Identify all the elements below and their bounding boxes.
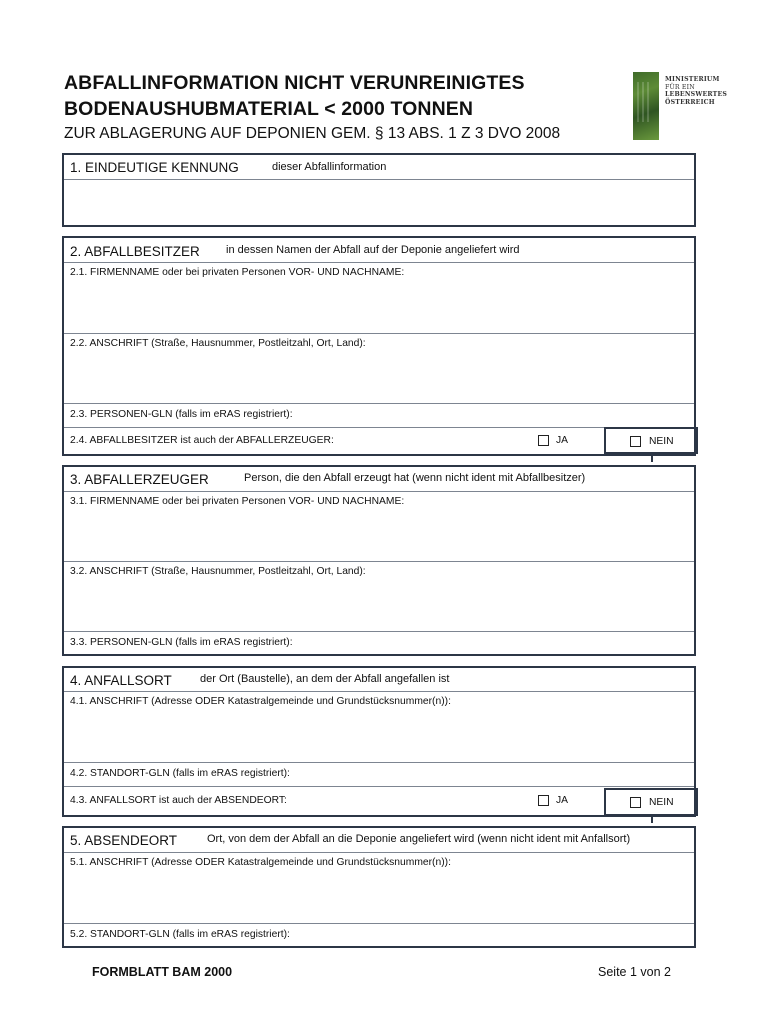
section-1-note: dieser Abfallinformation [272, 161, 387, 173]
form-subtitle: ZUR ABLAGERUNG AUF DEPONIEN GEM. § 13 ABS. 1 Z 3 DVO 2008 [64, 125, 561, 142]
row-4-3 [64, 786, 694, 815]
firmenname-field-2-1[interactable] [64, 262, 694, 333]
logo-line2: FÜR EIN [665, 83, 695, 91]
footer-page-number: Seite 1 von 2 [598, 965, 671, 979]
ja-label-2-4: JA [556, 435, 569, 446]
form-title-line2: BODENAUSHUBMATERIAL < 2000 TONNEN [64, 98, 474, 120]
field-label-5-2: 5.2. STANDORT-GLN (falls im eRAS registriert): [70, 929, 290, 940]
logo-text [665, 76, 727, 106]
anschrift-field-5-1[interactable] [64, 852, 694, 923]
anschrift-field-2-2[interactable] [64, 333, 694, 403]
section-3-title: 3. ABFALLERZEUGER [70, 472, 209, 487]
logo-line3: LEBENSWERTES [665, 91, 728, 99]
ja-label-4-3: JA [556, 795, 569, 806]
connector-4-5 [651, 815, 653, 823]
field-label-2-1: 2.1. FIRMENNAME oder bei privaten Personen VOR- UND NACHNAME: [70, 267, 405, 278]
field-label-2-4: 2.4. ABFALLBESITZER ist auch der ABFALLERZEUGER: [70, 435, 334, 446]
nein-label-4-3: NEIN [649, 797, 674, 808]
field-label-4-3: 4.3. ANFALLSORT ist auch der ABSENDEORT: [70, 795, 287, 806]
section-5-title: 5. ABSENDEORT [70, 833, 178, 848]
connector-2-3 [651, 454, 653, 462]
gln-field-4-2[interactable] [64, 762, 694, 786]
gln-field-5-2[interactable] [64, 923, 694, 946]
nein-box-4-3 [604, 788, 698, 816]
kennung-input-area[interactable] [64, 179, 694, 225]
section-2-title: 2. ABFALLBESITZER [70, 244, 200, 259]
section-3-note: Person, die den Abfall erzeugt hat (wenn nicht ident mit Abfallbesitzer) [244, 472, 586, 484]
form-title-line1: ABFALLINFORMATION NICHT VERUNREINIGTES [64, 72, 525, 94]
section-1-box [62, 153, 696, 227]
nein-label-2-4: NEIN [649, 436, 674, 447]
section-5-box [62, 826, 696, 948]
logo-line1: MINISTERIUM [665, 76, 720, 83]
field-label-2-2: 2.2. ANSCHRIFT (Straße, Hausnummer, Postleitzahl, Ort, Land): [70, 338, 366, 349]
section-5-note: Ort, von dem der Abfall an die Deponie angeliefert wird (wenn nicht ident mit Anfallsort) [207, 833, 631, 845]
section-1-title: 1. EINDEUTIGE KENNUNG [70, 160, 239, 175]
field-label-4-2: 4.2. STANDORT-GLN (falls im eRAS registriert): [70, 768, 290, 779]
footer-form-name: FORMBLATT BAM 2000 [92, 965, 233, 979]
section-2-note: in dessen Namen der Abfall auf der Deponie angeliefert wird [226, 244, 520, 256]
firmenname-field-3-1[interactable] [64, 491, 694, 561]
ministry-logo [633, 72, 728, 140]
nein-box-2-4 [604, 427, 698, 454]
logo-line4: ÖSTERREICH [665, 98, 715, 106]
nein-checkbox-4-3[interactable] [630, 797, 641, 808]
section-4-note: der Ort (Baustelle), an dem der Abfall angefallen ist [200, 673, 450, 685]
field-label-5-1: 5.1. ANSCHRIFT (Adresse ODER Katastralgemeinde und Grundstücksnummer(n)): [70, 857, 451, 868]
section-3-box [62, 465, 696, 656]
field-label-2-3: 2.3. PERSONEN-GLN (falls im eRAS registriert): [70, 409, 293, 420]
section-4-box [62, 666, 696, 817]
ja-checkbox-4-3[interactable] [538, 795, 549, 806]
gln-field-3-3[interactable] [64, 631, 694, 654]
anschrift-field-4-1[interactable] [64, 691, 694, 762]
anschrift-field-3-2[interactable] [64, 561, 694, 631]
field-label-3-3: 3.3. PERSONEN-GLN (falls im eRAS registriert): [70, 637, 293, 648]
row-2-4 [64, 427, 694, 454]
section-2-box [62, 236, 696, 456]
field-label-3-2: 3.2. ANSCHRIFT (Straße, Hausnummer, Postleitzahl, Ort, Land): [70, 566, 366, 577]
field-label-3-1: 3.1. FIRMENNAME oder bei privaten Personen VOR- UND NACHNAME: [70, 496, 405, 507]
field-label-4-1: 4.1. ANSCHRIFT (Adresse ODER Katastralgemeinde und Grundstücksnummer(n)): [70, 696, 451, 707]
gln-field-2-3[interactable] [64, 403, 694, 427]
nein-checkbox-2-4[interactable] [630, 436, 641, 447]
section-4-title: 4. ANFALLSORT [70, 673, 172, 688]
logo-image [633, 72, 659, 140]
ja-checkbox-2-4[interactable] [538, 435, 549, 446]
